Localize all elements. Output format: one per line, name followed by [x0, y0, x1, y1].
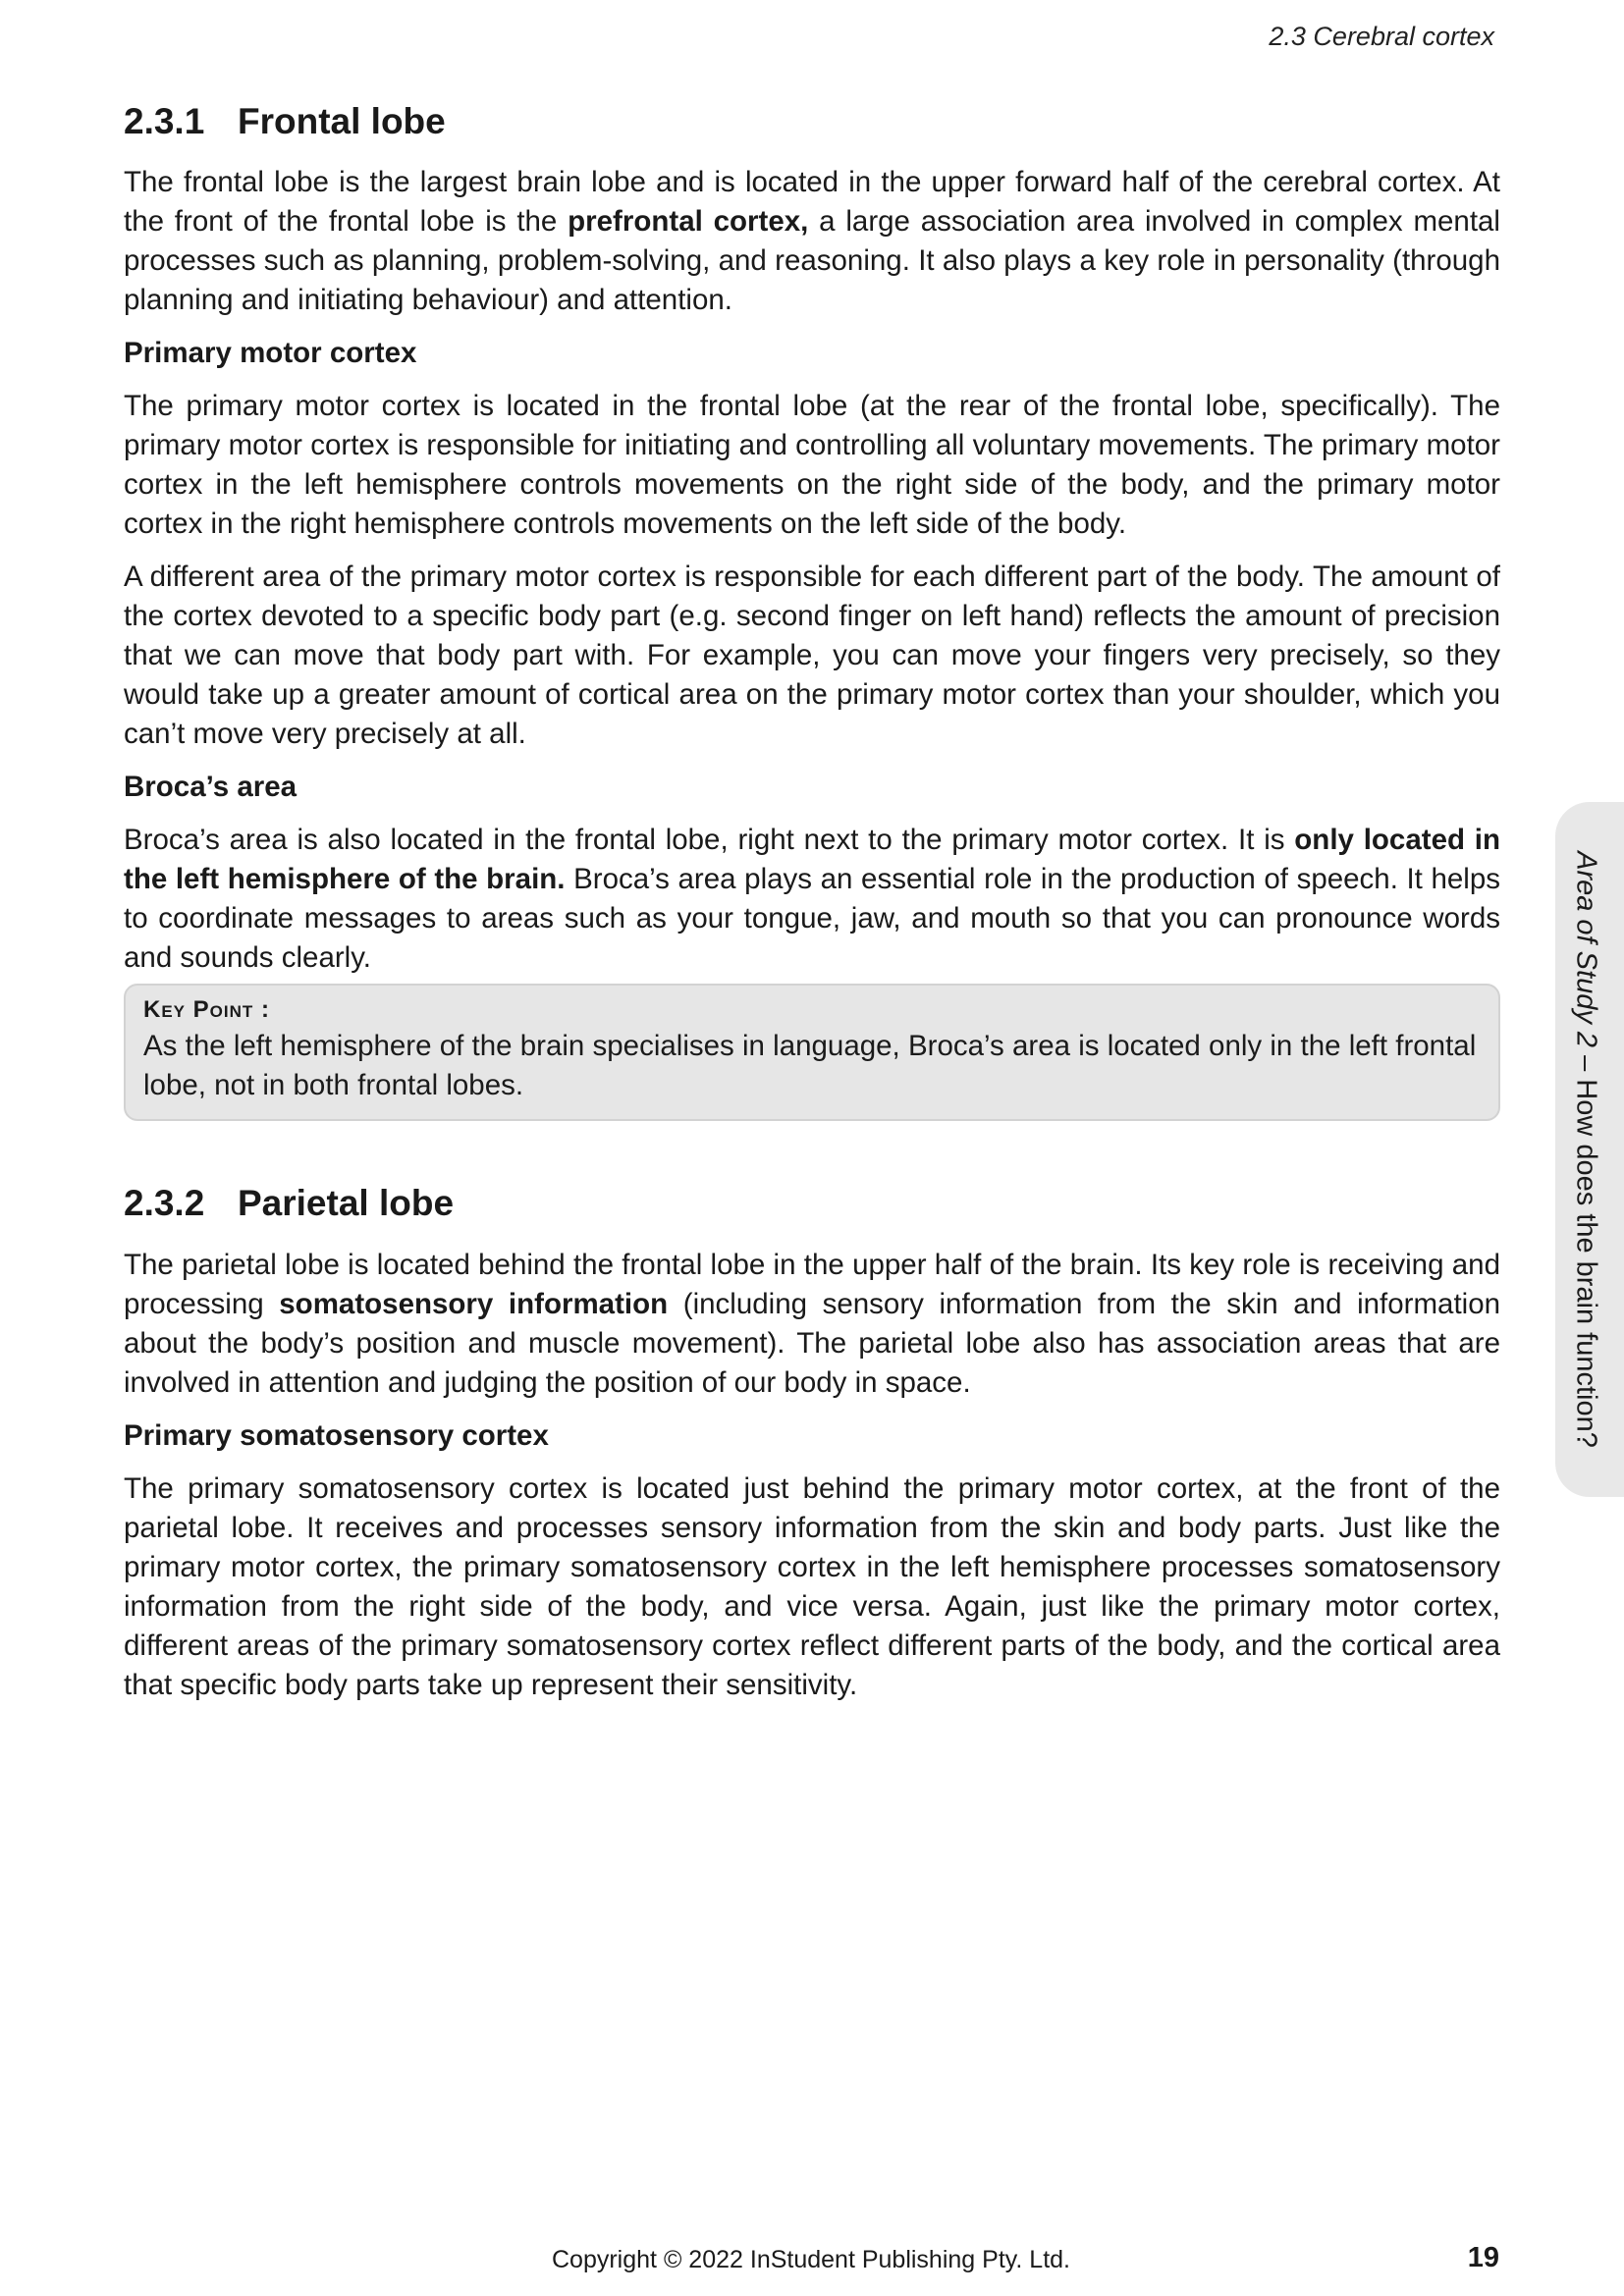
key-point-title: Key Point : [143, 996, 270, 1024]
intro-bold-term: somatosensory information [279, 1287, 669, 1320]
intro-text: (including sensory information from the skin and information about the body’s position and muscle movement). The parietal lobe also has association areas that are involved in attention and judging the position of our body in space. [124, 1287, 1501, 1399]
subheading-primary-motor-cortex: Primary motor cortex [124, 337, 417, 370]
side-tab-label [1570, 851, 1602, 1448]
frontal-lobe-intro [124, 163, 1500, 320]
key-point-box [124, 984, 1500, 1121]
intro-bold-term: prefrontal cortex, [568, 205, 809, 239]
side-tab-italic: Area of Study 2 [1570, 851, 1602, 1048]
paragraph-text: Broca’s area plays an essential role in the production of speech. It helps to coordinate messages to areas such as your tongue, jaw, and mouth so that you can pronounce words and sounds clearly. [124, 863, 1501, 975]
subheading-brocas-area: Broca’s area [124, 771, 298, 804]
page-content [124, 100, 1500, 1719]
parietal-lobe-intro [124, 1246, 1500, 1403]
intro-text: The parietal lobe is located behind the frontal lobe in the upper half of the brain. Its key role is receiving and processing [124, 1248, 1500, 1320]
copyright-notice: Copyright © 2022 InStudent Publishing Pty. Ltd. [552, 2246, 1071, 2273]
paragraph-text: Broca’s area is also located in the frontal lobe, right next to the primary motor cortex. It is [124, 824, 1295, 857]
paragraph-bold-term: only located in the left hemisphere of the brain. [124, 824, 1500, 896]
paragraph-somatosensory-cortex: The primary somatosensory cortex is located just behind the primary motor cortex, at the front of the parietal lobe. It receives and processes sensory information from the skin and body parts. Just like the primary motor cortex, the primary somatosensory cortex in the left hemisphere processes somatosensory information from the right side of the body, and vice versa. Again, just like the primary motor cortex, different areas of the primary somatosensory cortex reflect different parts of the body, and the cortical area that specific body parts take up represent their sensitivity. [124, 1471, 1500, 1701]
paragraph-motor-cortex-2: A different area of the primary motor cortex is responsible for each different part of the body. The amount of the cortex devoted to a specific body part (e.g. second finger on left hand) reflects the amount of precision that we can move that body part with. For example, you can move your fingers very precisely, so they would take up a greater amount of cortical area on the primary motor cortex than your shoulder, which you can’t move very precisely at all. [124, 561, 1500, 751]
side-tab-rest: – How does the brain function? [1570, 1047, 1602, 1448]
section-number: 2.3.1 [124, 101, 205, 141]
section-heading-frontal-lobe [124, 100, 1500, 143]
subheading-primary-somatosensory-cortex: Primary somatosensory cortex [124, 1418, 549, 1452]
key-point-text: As the left hemisphere of the brain specialises in language, Broca’s area is located only in the left frontal lobe, not in both frontal lobes. [143, 1030, 1477, 1102]
paragraph-brocas-area [124, 821, 1500, 978]
paragraph-motor-cortex-1: The primary motor cortex is located in the frontal lobe (at the rear of the frontal lobe, specifically). The primary motor cortex is responsible for initiating and controlling all voluntary movements. The primary motor cortex in the left hemisphere controls movements on the right side of the body, and the primary motor cortex in the right hemisphere controls movements on the left side of the body. [124, 390, 1500, 541]
section-heading-parietal-lobe [124, 1182, 1500, 1225]
intro-text: a large association area involved in complex mental processes such as planning, problem-solving, and reasoning. It also plays a key role in personality (through planning and initiating behaviour) and attention. [124, 205, 1500, 317]
section-title: Parietal lobe [238, 1183, 455, 1224]
intro-text: The frontal lobe is the largest brain lobe and is located in the upper forward half of the cerebral cortex. At the front of the frontal lobe is the [124, 166, 1500, 239]
section-title: Frontal lobe [238, 101, 446, 141]
section-number: 2.3.2 [124, 1183, 205, 1224]
page-number: 19 [1467, 2242, 1499, 2273]
running-head: 2.3 Cerebral cortex [1269, 22, 1494, 51]
